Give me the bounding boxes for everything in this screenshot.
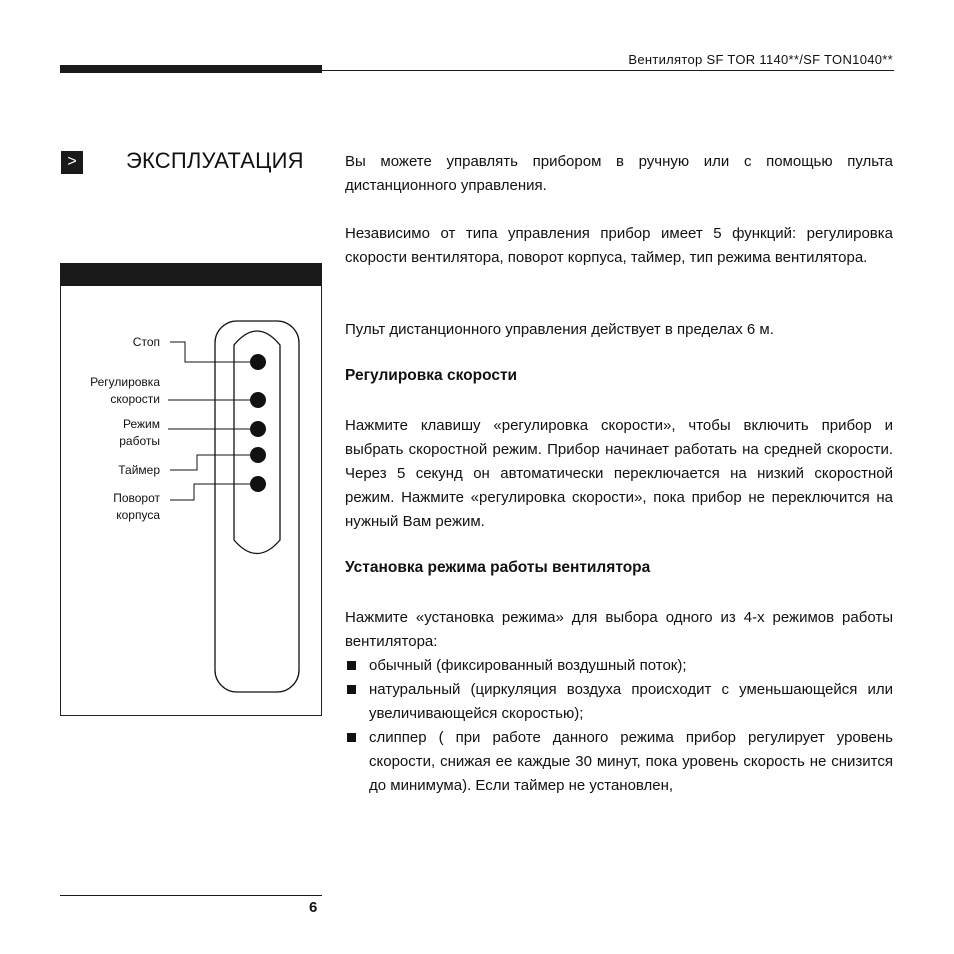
paragraph-mode: Нажмите «установка режима» для выбора одного из 4-х режимов работы вентилятора: bbox=[345, 609, 893, 650]
section-title: ЭКСПЛУАТАЦИЯ bbox=[126, 148, 304, 173]
label-rotate-line1: Поворот bbox=[113, 491, 160, 505]
remote-body-outline bbox=[215, 321, 299, 692]
paragraph-range: Пульт дистанционного управления действует в пределах 6 м. bbox=[345, 321, 774, 338]
label-mode-line1: Режим bbox=[123, 417, 160, 431]
section-marker: > bbox=[61, 151, 83, 174]
mode-button-icon bbox=[250, 421, 266, 437]
paragraph-intro: Вы можете управлять прибором в ручную или с помощью пульта дистанционного управления. bbox=[345, 153, 893, 194]
label-speed-line2: скорости bbox=[110, 392, 160, 406]
timer-button-icon bbox=[250, 447, 266, 463]
leader-line-timer bbox=[170, 455, 258, 470]
label-mode-line2: работы bbox=[119, 434, 160, 448]
page-number: 6 bbox=[309, 899, 318, 916]
rotate-button-icon bbox=[250, 476, 266, 492]
label-speed-line1: Регулировка bbox=[90, 375, 160, 389]
document-title: Вентилятор SF TOR 1140**/SF TON1040** bbox=[628, 52, 893, 67]
label-timer: Таймер bbox=[118, 463, 160, 477]
list-item: натуральный (циркуляция воздуха происходит с уменьшающейся или увеличивающейся скоростью); bbox=[345, 678, 893, 726]
paragraph-functions: Независимо от типа управления прибор имеет 5 функций: регулировка скорости вентилятора, поворот корпуса, таймер, тип режима вентилятора. bbox=[345, 225, 893, 266]
stop-button-icon bbox=[250, 354, 266, 370]
paragraph-speed: Нажмите клавишу «регулировка скорости», чтобы включить прибор и выбрать скоростной режим. Прибор начинает работать на средней скорости. Через 5 секунд он автоматически переключается на низкий скоростной режим. Нажмите «регулировка скорости», пока прибор не переключится на нужный Вам режим. bbox=[345, 417, 893, 530]
list-item: обычный (фиксированный воздушный поток); bbox=[345, 654, 893, 678]
list-item: слиппер ( при работе данного режима прибор регулирует уровень скорости, снижая ее каждые 30 минут, пока уровень скорость не снизится до минимума). Если таймер не установлен, bbox=[345, 726, 893, 798]
leader-line-stop bbox=[170, 342, 258, 362]
heading-speed: Регулировка скорости bbox=[345, 367, 518, 384]
leader-line-rotate bbox=[170, 484, 258, 500]
footer-rule bbox=[60, 895, 322, 896]
label-stop: Стоп bbox=[132, 335, 160, 349]
label-rotate-line2: корпуса bbox=[116, 508, 160, 522]
heading-mode: Установка режима работы вентилятора bbox=[345, 559, 651, 576]
speed-button-icon bbox=[250, 392, 266, 408]
